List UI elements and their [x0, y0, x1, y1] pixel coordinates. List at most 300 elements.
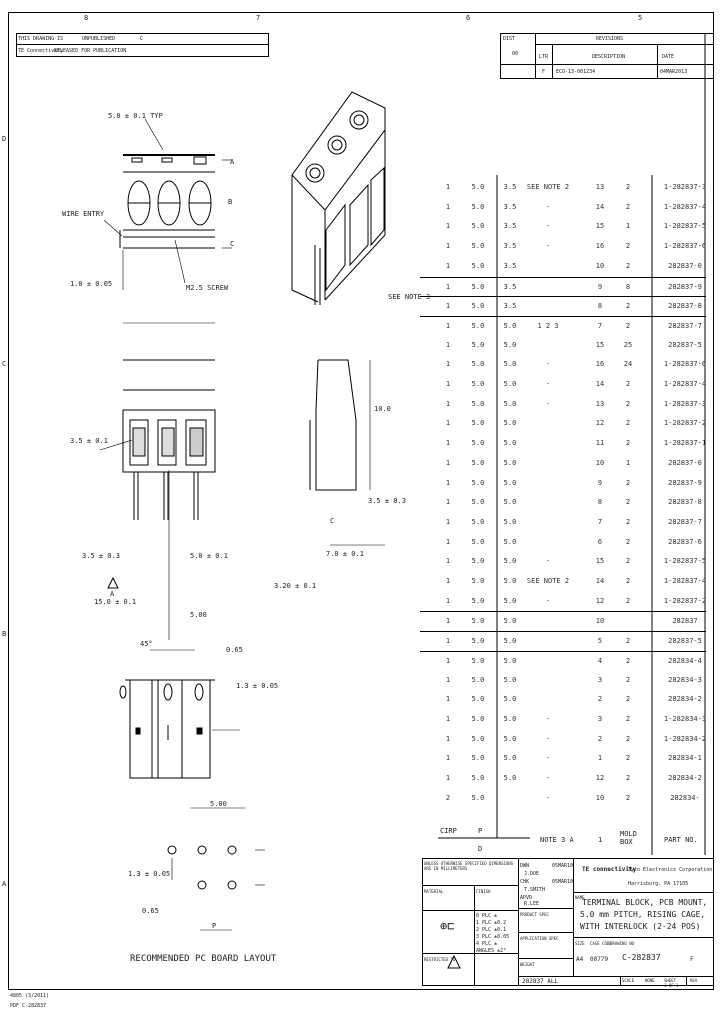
table-cell: SEE NOTE 2 — [526, 183, 570, 191]
header-text: UNPUBLISHED — [82, 36, 116, 42]
zone-label: 6 — [466, 14, 471, 22]
table-cell: 2 — [625, 517, 631, 526]
table-cell: 2 — [625, 557, 631, 566]
table-cell: 282834-2 — [668, 695, 702, 704]
table-cell: 2 — [625, 793, 631, 802]
table-cell: 1 — [445, 302, 451, 311]
table-header-circ: CIRP — [440, 827, 457, 835]
table-cell: - — [545, 596, 551, 605]
table-cell: 1-282837-3 — [663, 399, 707, 408]
table-cell: 2 — [625, 498, 631, 507]
table-cell: 5.0 — [503, 537, 517, 546]
table-cell: 5.0 — [503, 675, 517, 684]
table-cell: 2 — [597, 734, 603, 743]
table-cell: 5.0 — [471, 242, 485, 251]
table-cell: 1 — [445, 596, 451, 605]
isometric-view — [292, 92, 385, 305]
table-cell: 7 — [597, 517, 603, 526]
dim-label: 45° — [140, 640, 153, 648]
table-cell: 1 — [445, 577, 451, 585]
dim-label: 3.5 ± 0.3 — [82, 552, 120, 560]
dim-label: C — [230, 240, 235, 248]
table-header-dim: D — [478, 845, 483, 853]
table-row — [420, 671, 706, 690]
product-spec-label: PRODUCT SPEC — [520, 912, 549, 917]
table-cell: 1 — [445, 183, 451, 191]
dim-label: SEE NOTE 3 — [388, 293, 431, 301]
table-cell: - — [545, 399, 551, 408]
scale-label: SCALE — [622, 978, 635, 983]
table-cell: 5.0 — [471, 656, 485, 665]
table-cell: 10 — [595, 458, 605, 467]
dim-label: 15.0 ± 0.1 — [94, 598, 137, 606]
header-text: TE Connectivity — [18, 48, 64, 54]
table-cell: 1-282837-6 — [663, 242, 707, 251]
table-cell: 1 — [445, 478, 451, 487]
table-cell: 3.5 — [503, 222, 517, 231]
table-cell: 282834- — [670, 793, 700, 802]
table-cell: 1 — [597, 754, 603, 763]
table-row — [420, 316, 706, 336]
dim-label: 0.65 — [142, 907, 159, 915]
table-cell: 5.0 — [471, 419, 485, 428]
table-cell: 2 — [625, 261, 631, 270]
table-row — [420, 454, 706, 473]
table-cell: 5.0 — [471, 478, 485, 487]
table-cell: 2 — [625, 675, 631, 684]
size-label: SIZE — [575, 941, 585, 946]
dim-label: 1.3 ± 0.05 — [128, 870, 171, 878]
table-cell: 5.0 — [471, 734, 485, 743]
table-cell: 1 — [445, 557, 451, 566]
rev-col-desc: DESCRIPTION — [592, 54, 626, 60]
table-cell: 3.5 — [503, 202, 517, 211]
drawing-title-line: 5.0 mm PITCH, RISING CAGE, — [580, 910, 706, 919]
table-cell: 15 — [595, 557, 605, 566]
table-cell: 5.0 — [503, 577, 517, 585]
table-cell: 1 — [445, 419, 451, 428]
table-cell: 2 — [625, 774, 631, 782]
table-cell: 5.0 — [471, 637, 485, 646]
table-cell: 5.0 — [471, 517, 485, 526]
table-cell: 2 — [625, 202, 631, 211]
table-cell: 1-282837-2 — [663, 596, 707, 605]
pcb-layout — [168, 808, 265, 930]
table-cell: 1 — [445, 517, 451, 526]
table-cell: 1 — [445, 222, 451, 231]
table-cell: 5.0 — [503, 754, 517, 763]
table-cell: 2 — [625, 321, 631, 330]
table-cell: 2 — [625, 596, 631, 605]
table-row — [420, 296, 706, 316]
table-cell: SEE NOTE 2 — [526, 577, 570, 585]
table-cell: 5.0 — [471, 498, 485, 507]
rev-value: F — [690, 956, 694, 963]
table-cell: 1 — [445, 714, 451, 723]
table-cell: 1 — [625, 222, 631, 231]
table-cell: 282834-4 — [668, 656, 702, 665]
weight-label: WEIGHT — [520, 962, 535, 967]
table-row — [420, 198, 706, 217]
table-cell: 3.5 — [503, 183, 517, 191]
table-cell: 2 — [625, 714, 631, 723]
rev-col-ltr: LTR — [539, 54, 549, 60]
table-cell: 14 — [595, 380, 605, 388]
table-cell: 5.0 — [471, 302, 485, 311]
dim-label: M2.5 SCREW — [186, 284, 229, 292]
table-cell: 282837-6 — [668, 537, 702, 546]
table-cell: 3.5 — [503, 261, 517, 270]
table-cell: 15 — [595, 222, 605, 231]
table-cell: 3 — [597, 675, 603, 684]
table-cell: 5.0 — [471, 439, 485, 448]
table-cell: 4 — [597, 656, 603, 665]
table-cell: 3.5 — [503, 302, 517, 311]
table-cell: 8 — [597, 498, 603, 507]
table-cell: 12 — [595, 596, 605, 605]
table-cell: 2 — [597, 695, 603, 704]
table-cell: - — [545, 222, 551, 231]
dim-label: 1.3 ± 0.05 — [236, 682, 279, 690]
dim-label: WIRE ENTRY — [62, 210, 105, 218]
finish-label: FINISH — [476, 889, 491, 894]
table-cell: 2 — [625, 734, 631, 743]
drawing-number: C-282837 — [622, 953, 661, 962]
drawing-no-label: DRAWING NO — [610, 941, 635, 946]
table-cell: 282837 — [672, 617, 698, 626]
table-cell: 5.0 — [503, 360, 517, 369]
table-cell: 5.0 — [471, 617, 485, 626]
table-row — [420, 552, 706, 571]
table-cell: 13 — [595, 183, 605, 191]
table-cell: 9 — [597, 282, 603, 291]
table-cell: 5.0 — [503, 478, 517, 487]
header-text: RELEASED FOR PUBLICATION — [54, 48, 127, 54]
tolerance-row: ANGLES ±2° — [476, 948, 507, 954]
zone-label: 7 — [256, 14, 261, 22]
table-cell: 2 — [625, 537, 631, 546]
table-cell: 1 2 3 — [537, 321, 559, 330]
table-cell: 1 — [445, 439, 451, 448]
rev-ltr: F — [542, 69, 546, 75]
table-cell: - — [545, 734, 551, 743]
table-header-pkg: MOLD BOX — [620, 830, 637, 846]
table-cell: 5.0 — [503, 380, 517, 388]
table-cell: - — [545, 380, 551, 388]
table-cell: 5.0 — [503, 321, 517, 330]
pdf-label: PDF C-282837 — [10, 1003, 47, 1009]
table-cell: 5.0 — [471, 282, 485, 291]
table-cell: 282837-5 — [668, 340, 702, 349]
table-cell: 5.0 — [503, 458, 517, 467]
table-row — [420, 277, 706, 297]
cage-code-value: 00779 — [590, 956, 609, 963]
table-row — [420, 474, 706, 493]
table-cell: 1 — [445, 340, 451, 349]
table-cell: 282837-5 — [668, 637, 702, 646]
table-header-qty: 1 — [598, 836, 603, 844]
table-cell: 11 — [595, 439, 605, 448]
restricted-label: RESTRICTED TO — [424, 957, 456, 962]
table-cell: 1 — [445, 734, 451, 743]
dim-label: P — [212, 922, 217, 930]
form-number: 4805 (3/2011) — [10, 993, 50, 999]
table-cell: 282834-2 — [668, 774, 702, 782]
size-value: A4 — [576, 956, 584, 963]
table-cell: 1 — [445, 360, 451, 369]
table-cell: 1 — [445, 321, 451, 330]
table-cell: 282834-3 — [668, 675, 702, 684]
rev-col-date: DATE — [662, 54, 675, 60]
company-location: Harrisburg, PA 17105 — [628, 881, 689, 887]
table-cell: 5.0 — [503, 399, 517, 408]
tolerance-row: 3 PLC ±0.05 — [476, 934, 510, 940]
table-cell: 1 — [445, 675, 451, 684]
table-cell: 1 — [445, 637, 451, 646]
table-cell: - — [545, 202, 551, 211]
header-text: THIS DRAWING IS — [18, 36, 64, 42]
table-cell: - — [545, 793, 551, 802]
table-cell: 5.0 — [471, 774, 485, 782]
table-cell: - — [545, 360, 551, 369]
table-cell: 5.0 — [471, 202, 485, 211]
table-cell: 25 — [623, 340, 633, 349]
table-cell: 1 — [445, 656, 451, 665]
table-cell: 5.0 — [471, 596, 485, 605]
table-cell: 1 — [445, 242, 451, 251]
table-cell: 14 — [595, 577, 605, 585]
drawing-title-line: WITH INTERLOCK (2-24 POS) — [580, 922, 701, 931]
table-cell: 1-282837-1 — [663, 439, 707, 448]
table-row — [420, 375, 706, 394]
table-cell: 5.0 — [471, 360, 485, 369]
table-cell: 1 — [445, 695, 451, 704]
table-cell: 5.0 — [503, 498, 517, 507]
tolerance-row: 2 PLC ±0.1 — [476, 927, 507, 933]
table-cell: 1 — [445, 202, 451, 211]
zone-label: C — [2, 360, 7, 368]
table-row — [420, 611, 706, 631]
table-cell: 2 — [625, 380, 631, 388]
tolerance-note: UNLESS OTHERWISE SPECIFIED DIMENSIONS ARE IN MILLIMETERS — [424, 861, 514, 871]
table-cell: 2 — [625, 419, 631, 428]
dist-label: DIST — [503, 36, 516, 42]
table-cell: 5.0 — [471, 222, 485, 231]
name-label: NAME — [575, 895, 585, 900]
table-cell: 2 — [625, 754, 631, 763]
table-cell: 5.0 — [503, 695, 517, 704]
table-cell: 5 — [597, 637, 603, 646]
table-row — [420, 217, 706, 236]
material-label: MATERIAL — [424, 889, 444, 894]
table-cell: 1-282837-4 — [663, 202, 707, 211]
table-cell: 1-282837-5 — [663, 222, 707, 231]
table-row — [420, 690, 706, 709]
table-row — [420, 237, 706, 256]
table-cell: - — [545, 242, 551, 251]
table-cell: 2 — [625, 302, 631, 311]
table-cell: 5.0 — [471, 557, 485, 566]
dist-value: 00 — [512, 51, 519, 57]
table-row — [420, 493, 706, 512]
table-cell: 12 — [595, 774, 605, 782]
table-cell: 1-282837-6 — [663, 360, 707, 369]
company-logo: TE connectivity — [582, 866, 637, 873]
table-cell: 5.0 — [503, 517, 517, 526]
table-row — [420, 651, 706, 671]
table-cell: 282837-0 — [668, 458, 702, 467]
table-row — [420, 789, 706, 808]
table-cell: 10 — [595, 261, 605, 270]
table-cell: 1 — [445, 617, 451, 626]
table-cell: 5.0 — [471, 714, 485, 723]
chk-value: T.SMITH — [524, 887, 546, 893]
table-cell: 2 — [625, 183, 631, 191]
table-cell: 2 — [625, 242, 631, 251]
company-address: Tyco Electronics Corporation — [628, 867, 713, 873]
projection-symbol-icon: ⊕⊏ — [440, 919, 455, 933]
revisions-title: REVISIONS — [596, 36, 624, 42]
table-cell: 5.0 — [503, 656, 517, 665]
table-cell: 2 — [625, 399, 631, 408]
dim-label: 0.65 — [226, 646, 243, 654]
tolerance-row: 1 PLC ±0.2 — [476, 920, 507, 926]
table-cell: 9 — [597, 478, 603, 487]
table-cell: 10 — [595, 793, 605, 802]
zone-label: B — [2, 630, 7, 638]
table-header-part: PART NO. — [664, 836, 698, 844]
table-cell: 10 — [595, 617, 605, 626]
table-cell: 1-282837-4 — [663, 380, 707, 388]
table-cell: 1 — [625, 458, 631, 467]
dwn-date: 05MAR10 — [552, 863, 574, 869]
dim-label: 3.5 ± 0.1 — [70, 437, 108, 445]
table-cell: 1 — [445, 399, 451, 408]
dim-label: A — [230, 158, 235, 166]
dwn-value: J.DOE — [524, 871, 540, 877]
table-header-note: NOTE 3 A — [540, 836, 574, 844]
table-cell: 2 — [625, 637, 631, 646]
header-text: C — [140, 36, 144, 42]
table-cell: 282834-1 — [668, 754, 702, 763]
table-cell: 5.0 — [503, 774, 517, 782]
table-cell: 5.0 — [471, 399, 485, 408]
table-cell: 5.0 — [503, 637, 517, 646]
table-row — [420, 355, 706, 374]
table-cell: 5.0 — [471, 340, 485, 349]
table-cell: 1 — [445, 537, 451, 546]
table-cell: 5.0 — [471, 458, 485, 467]
table-row — [420, 631, 706, 651]
table-cell: 1 — [445, 458, 451, 467]
zone-label: D — [2, 135, 7, 143]
table-cell: 1 — [445, 282, 451, 291]
table-row — [420, 533, 706, 552]
table-cell: 6 — [597, 537, 603, 546]
dim-label: 5.00 — [210, 800, 227, 808]
table-cell: 5.0 — [503, 617, 517, 626]
cage-code-label: CAGE CODE — [590, 941, 612, 946]
table-row — [420, 572, 706, 591]
table-header-pos: P — [478, 827, 483, 835]
table-cell: 1-282837-3 — [663, 183, 707, 191]
table-row — [420, 257, 706, 276]
table-cell: 5.0 — [503, 340, 517, 349]
dim-label: 5.0 ± 0.1 TYP — [108, 112, 163, 120]
table-cell: 1-282837-5 — [663, 557, 707, 566]
footer-number: 282837 ALL — [522, 978, 559, 985]
application-spec-label: APPLICATION SPEC — [520, 936, 559, 941]
table-cell: 24 — [623, 360, 633, 369]
table-row — [420, 730, 706, 749]
table-cell: 1 — [445, 498, 451, 507]
table-cell: 5.0 — [471, 537, 485, 546]
table-cell: 1-282837-2 — [663, 419, 707, 428]
dim-label: 3.20 ± 0.1 — [274, 582, 317, 590]
dim-label: 10.0 — [374, 405, 391, 413]
table-cell: 282837-7 — [668, 321, 702, 330]
zone-label: 8 — [84, 14, 89, 22]
dim-label: 5.00 — [190, 611, 207, 619]
table-cell: 13 — [595, 399, 605, 408]
table-cell: 5.0 — [503, 714, 517, 723]
dim-label: 1.0 ± 0.05 — [70, 280, 113, 288]
table-row — [420, 592, 706, 611]
front-view — [104, 119, 235, 290]
table-row — [420, 769, 706, 788]
table-cell: 7 — [597, 321, 603, 330]
dim-label: C — [330, 517, 335, 525]
drawing-title-line: TERMINAL BLOCK, PCB MOUNT, — [582, 898, 708, 907]
table-cell: 1-282834-3 — [663, 714, 707, 723]
table-cell: 8 — [625, 282, 631, 291]
table-cell: 2 — [445, 793, 451, 802]
table-cell: 3.5 — [503, 282, 517, 291]
pcb-layout-title: RECOMMENDED PC BOARD LAYOUT — [130, 954, 277, 964]
rev-desc: ECO-13-001234 — [556, 69, 596, 75]
table-cell: - — [545, 714, 551, 723]
zone-label: 5 — [638, 14, 643, 22]
table-cell: 282837-8 — [668, 498, 702, 507]
revision-triangle-icon — [108, 578, 118, 588]
table-cell: - — [545, 557, 551, 566]
table-cell: 14 — [595, 202, 605, 211]
table-cell: 2 — [625, 478, 631, 487]
table-cell: 12 — [595, 419, 605, 428]
zone-label: A — [2, 880, 7, 888]
table-cell: 282837-9 — [668, 282, 702, 291]
appr-value: R.LEE — [524, 901, 540, 907]
chk-date: 05MAR10 — [552, 879, 574, 885]
table-row — [420, 513, 706, 532]
rev-date: 04MAR2013 — [660, 69, 688, 75]
table-cell: 1 — [445, 380, 451, 388]
table-cell: 5.0 — [471, 577, 485, 585]
side-view — [310, 360, 385, 545]
table-row — [420, 749, 706, 768]
table-row — [420, 434, 706, 453]
appr-label: APVD — [520, 895, 533, 901]
table-row — [420, 336, 706, 355]
scale-value: NONE — [645, 978, 655, 983]
table-cell: 5.0 — [471, 695, 485, 704]
table-cell: 15 — [595, 340, 605, 349]
table-cell: 1 — [445, 754, 451, 763]
table-cell: 2 — [625, 695, 631, 704]
table-cell: 282837-7 — [668, 517, 702, 526]
chk-label: CHK — [520, 879, 530, 885]
table-cell: 2 — [625, 656, 631, 665]
